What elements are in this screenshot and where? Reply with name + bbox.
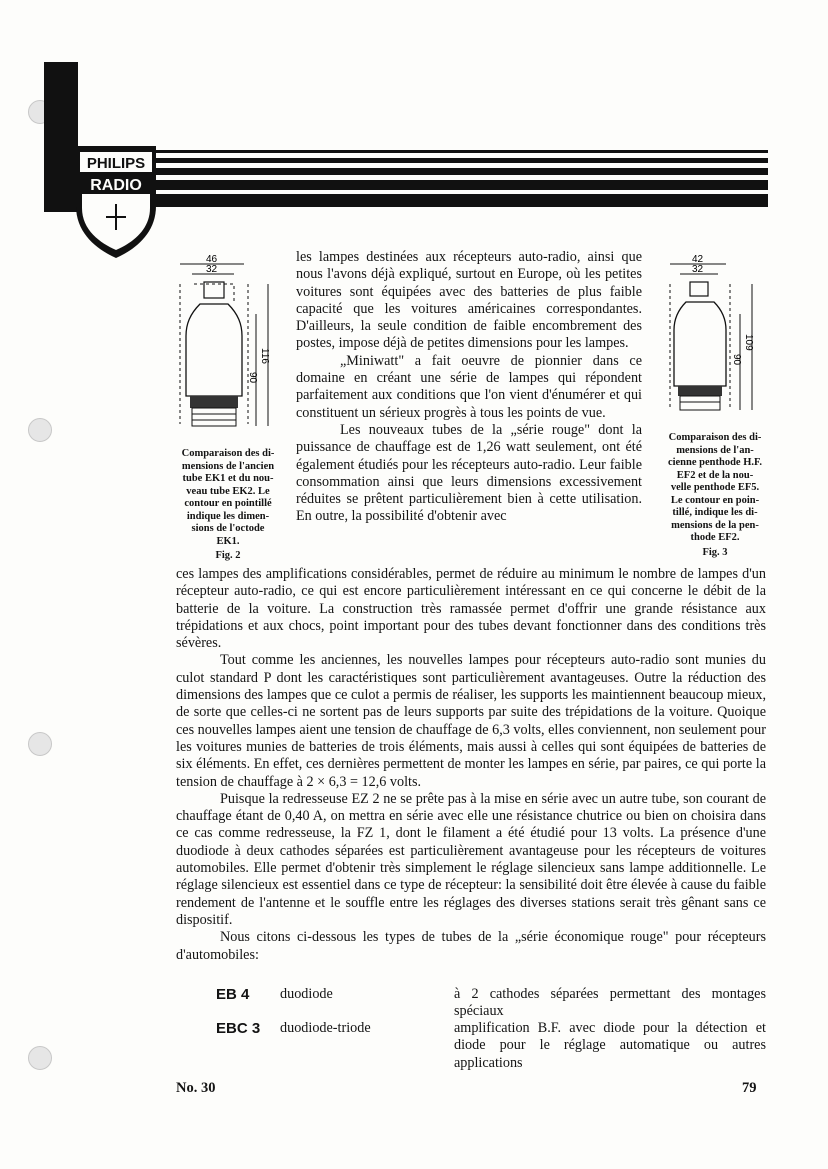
middle-column-text <box>296 249 642 526</box>
binder-hole <box>28 1046 52 1070</box>
philips-radio-logo <box>72 142 160 260</box>
fig3-dim-height-outer: 109 <box>743 334 754 351</box>
figure-3-caption <box>656 432 774 559</box>
binder-hole <box>28 418 52 442</box>
fig2-dim-height-inner: 90 <box>247 372 258 384</box>
fig2-dim-top-inner: 32 <box>206 264 218 275</box>
figure-label: Fig. 2 <box>215 550 241 561</box>
paragraph: „Miniwatt" a fait oeuvre de pionnier dans ce domaine en créant une série de lampes qui répondent parfaitement aux conditions que l'on vient d'énumérer et qui constituent un sérieux progrès à tous les points de vue. <box>296 352 642 421</box>
caption-line: EK1. <box>216 535 240 547</box>
caption-line: Comparaison des di- <box>181 448 275 459</box>
caption-line: Le contour en poin- <box>670 494 760 506</box>
paragraph: Nous citons ci-dessous les types de tubes de la „série économique rouge" pour récepteurs d'automobiles: <box>176 929 766 963</box>
figure-label: Fig. 3 <box>702 546 728 558</box>
caption-line: EF2 et de la nou- <box>676 469 754 481</box>
caption-line: veau tube EK2. Le <box>186 485 270 497</box>
logo-radio-text: RADIO <box>90 177 142 194</box>
paragraph: Les nouveaux tubes de la „série rouge" dont la puissance de chauffage est de 1,26 watt seulement, ont été également étudiés pour les récepteurs auto-radio. Leur faible consommation ainsi que leurs dimensions excessivement réduites se prêtent particulièrement bien à cette utilisation. En outre, la possibilité d'obtenir avec <box>296 421 642 525</box>
caption-line: sions de l'octode <box>191 523 265 534</box>
logo-philips-text: PHILIPS <box>86 155 146 172</box>
caption-line: indique les dimen- <box>186 510 270 522</box>
fig2-dim-top-outer: 46 <box>206 254 218 265</box>
figure-2-tube-drawing <box>172 254 282 444</box>
fig3-dim-top-outer: 42 <box>692 254 704 265</box>
paragraph: ces lampes des amplifications considérables, permet de réduire au minimum le nombre de lampes d'un récepteur auto-radio, ce qui est encore particulièrement intéressant en ce qui concerne le débit de la batterie de la voiture. La construction très ramassée permet d'offrir une grande résistance aux trépidations et aux chocs, point important pour des tubes devant fonctionner dans des conditions très sévères. <box>176 566 766 652</box>
tube-description: à 2 cathodes séparées permettant des montages spéciaux <box>454 986 766 1020</box>
caption-line: mensions de l'an- <box>676 444 754 456</box>
caption-line: tillé, indique les di- <box>672 507 758 518</box>
caption-line: velle penthode EF5. <box>670 482 760 493</box>
fig3-dim-top-inner: 32 <box>692 264 704 275</box>
body-text <box>176 566 766 964</box>
paragraph: les lampes destinées aux récepteurs auto-radio, ainsi que nous l'avons déjà expliqué, surtout en Europe, où les petites voitures sont équipées avec des batteries de plus faible capacité que les voitures américaines correspondantes. D'ailleurs, la seule condition de faible encombrement des postes, impose déjà de petites dimensions pour les lampes. <box>296 249 642 352</box>
caption-line: Comparaison des di- <box>668 432 762 443</box>
paragraph: Puisque la redresseuse EZ 2 ne se prête pas à la mise en série avec un autre tube, son courant de chauffage étant de 0,40 A, on mettra en série avec elle une résistance chutrice ou bien on choisira dans ce cas comme redresseuse, la FZ 1, dont le filament a été étudié pour 13 volts. La présence d'une duodiode à deux cathodes séparées est particulièrement avantageuse pour les récepteurs de voitures automobiles. Elle permet d'obtenir très simplement le réglage silencieux sans lampe additionnelle. Le réglage silencieux est essentiel dans ce type de récepteur: la sensibilité doit être élevée à cause du faible rendement de l'antenne et le souffle entre les réglages des diverses stations serait très gênant sans ce dispositif. <box>176 790 766 928</box>
tube-list-item <box>176 986 766 1022</box>
page-number: 79 <box>742 1080 757 1096</box>
tube-name: EBC 3 <box>216 1020 261 1037</box>
caption-line: mensions de la pen- <box>671 519 759 531</box>
tube-kind: duodiode-triode <box>280 1020 371 1036</box>
caption-line: thode EF2. <box>690 532 740 543</box>
fig3-dim-height-inner: 90 <box>731 354 742 366</box>
figure-2-caption <box>170 448 286 563</box>
tube-list-item <box>176 1020 766 1074</box>
caption-line: mensions de l'ancien <box>181 460 275 472</box>
issue-number: No. 30 <box>176 1080 216 1096</box>
caption-line: tube EK1 et du nou- <box>182 473 274 484</box>
tube-description: amplification B.F. avec diode pour la détection et diode pour le réglage automatique ou autres applications <box>454 1020 766 1071</box>
binder-hole <box>28 732 52 756</box>
caption-line: cienne penthode H.F. <box>667 457 763 468</box>
caption-line: contour en pointillé <box>184 498 272 509</box>
tube-kind: duodiode <box>280 986 333 1002</box>
fig2-dim-height-outer: 116 <box>259 348 270 364</box>
tube-name: EB 4 <box>216 986 250 1003</box>
figure-3-tube-drawing <box>664 254 774 424</box>
paragraph: Tout comme les anciennes, les nouvelles lampes pour récepteurs auto-radio sont munies du culot standard P dont les caractéristiques sont particulièrement avantageuses. Outre la réduction des dimensions des lampes que ce culot a permis de réaliser, les supports les maintiennent beaucoup mieux, de sorte que celles-ci ne sortent pas de leurs supports par suite des trépidations de la voiture. Quoique ces nouvelles lampes aient une tension de chauffage de 6,3 volts, elles conviennent, non seulement pour les voitures munies de batteries de trois éléments, mais aussi à celles qui sont équipées de batteries de six éléments. En effet, ces dernières permettent de monter les lampes en série, par paires, ce qui porte la tension de chauffage à 2 × 6,3 = 12,6 volts. <box>176 652 766 790</box>
